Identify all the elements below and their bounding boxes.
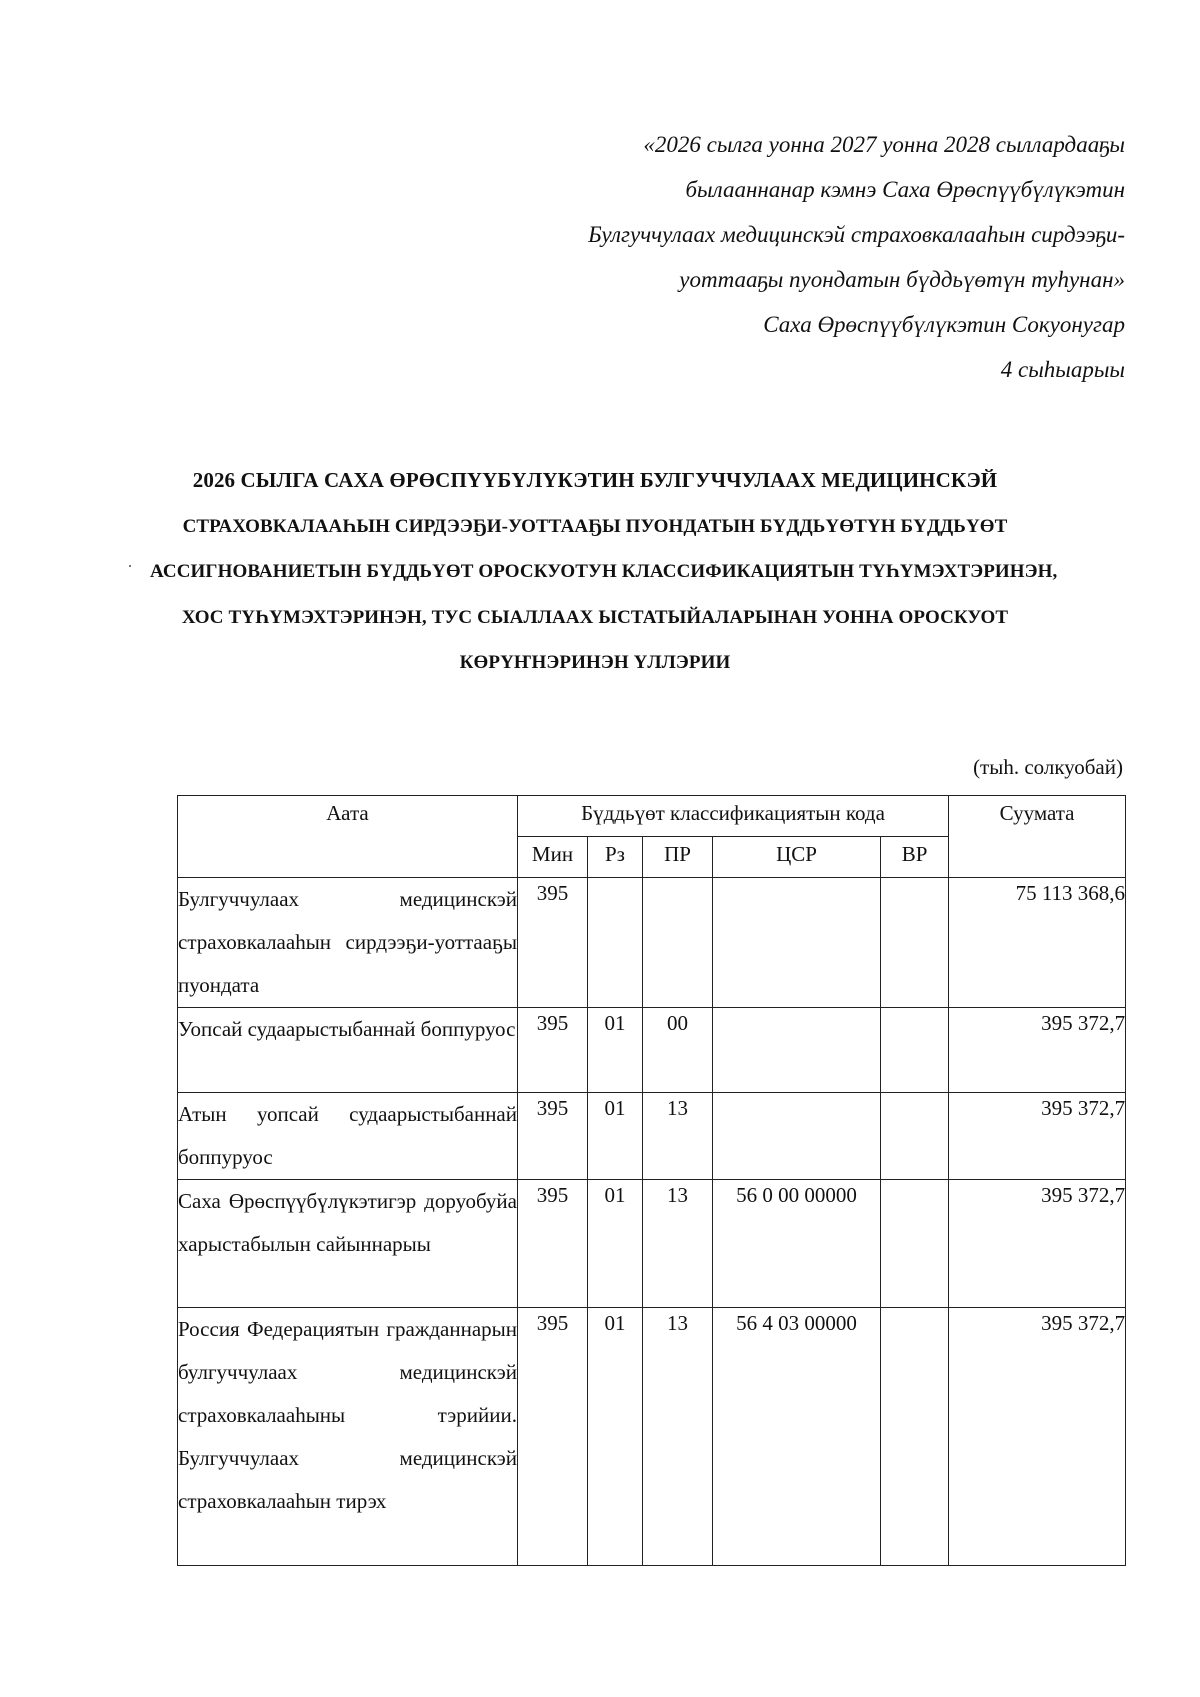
row-min: 395 bbox=[518, 1008, 588, 1093]
scan-speck bbox=[129, 565, 131, 567]
header-min: Мин bbox=[518, 837, 588, 878]
document-title bbox=[150, 458, 1058, 686]
title-line: АССИГНОВАНИЕТЫН БҮДДЬҮӨТ ОРОСКУОТУН КЛАССИФИКАЦИЯТЫН ТҮҺҮМЭХТЭРИНЭН, bbox=[150, 561, 1058, 582]
row-name: Атын уопсай судаарыстыбаннай боппуруос bbox=[178, 1093, 518, 1180]
header-line: былааннанар кэмнэ Саха Өрөспүүбүлүкэтин bbox=[685, 177, 1125, 202]
row-rz: 01 bbox=[588, 1008, 643, 1093]
table-header-row bbox=[178, 796, 1126, 837]
header-line: Булгуччулаах медицинскэй страховкалааһын сирдээҕи- bbox=[588, 222, 1125, 247]
row-csr bbox=[713, 1093, 881, 1180]
row-csr bbox=[713, 1008, 881, 1093]
row-sum: 395 372,7 bbox=[949, 1308, 1126, 1566]
row-sum: 75 113 368,6 bbox=[949, 878, 1126, 1008]
row-rz: 01 bbox=[588, 1308, 643, 1566]
header-line: уоттааҕы пуондатын бүддьүөтүн туһунан» bbox=[679, 267, 1125, 292]
row-rz bbox=[588, 878, 643, 1008]
row-sum: 395 372,7 bbox=[949, 1008, 1126, 1093]
law-reference-header bbox=[525, 122, 1125, 392]
row-vr bbox=[881, 1180, 949, 1308]
table-row bbox=[178, 1180, 1126, 1308]
header-line: «2026 сылга уонна 2027 уонна 2028 сыллардааҕы bbox=[643, 132, 1125, 157]
row-pr bbox=[643, 878, 713, 1008]
header-line: Саха Өрөспүүбүлүкэтин Сокуонугар bbox=[763, 312, 1125, 337]
row-min: 395 bbox=[518, 1308, 588, 1566]
row-name: Саха Өрөспүүбүлүкэтигэр доруобуйа харыстабылын сайыннарыы bbox=[178, 1180, 518, 1308]
table-row bbox=[178, 1308, 1126, 1566]
row-sum: 395 372,7 bbox=[949, 1180, 1126, 1308]
title-line: 2026 СЫЛГА САХА ӨРӨСПҮҮБҮЛҮКЭТИН БУЛГУЧЧУЛААХ МЕДИЦИНСКЭЙ bbox=[192, 468, 998, 492]
header-line: 4 сыһыарыы bbox=[1000, 357, 1125, 382]
row-pr: 13 bbox=[643, 1308, 713, 1566]
table-row bbox=[178, 1093, 1126, 1180]
row-csr: 56 0 00 00000 bbox=[713, 1180, 881, 1308]
row-pr: 00 bbox=[643, 1008, 713, 1093]
row-rz: 01 bbox=[588, 1093, 643, 1180]
row-name: Россия Федерациятын гражданнарын булгуччулаах медицинскэй страховкалааһыны тэрийии. Булгуччулаах медицинскэй страховкалааһын тирэх bbox=[178, 1308, 518, 1566]
header-sum: Суумата bbox=[949, 796, 1126, 878]
row-name: Уопсай судаарыстыбаннай боппуруос bbox=[178, 1008, 518, 1093]
row-name: Булгуччулаах медицинскэй страховкалааһын сирдээҕи-уоттааҕы пуондата bbox=[178, 878, 518, 1008]
title-line: СТРАХОВКАЛААҺЫН СИРДЭЭҔИ-УОТТААҔЫ ПУОНДАТЫН БҮДДЬҮӨТҮН БҮДДЬҮӨТ bbox=[182, 515, 1008, 537]
row-min: 395 bbox=[518, 1093, 588, 1180]
header-vr: ВР bbox=[881, 837, 949, 878]
header-rz: Рз bbox=[588, 837, 643, 878]
budget-table bbox=[177, 795, 1126, 1566]
title-line: КӨРҮҤНЭРИНЭН ҮЛЛЭРИИ bbox=[459, 652, 731, 673]
header-classification: Бүддьүөт классификациятын кода bbox=[518, 796, 949, 837]
header-pr: ПР bbox=[643, 837, 713, 878]
title-line: ХОС ТҮҺҮМЭХТЭРИНЭН, ТУС СЫАЛЛААХ ЫСТАТЫЙАЛАРЫНАН УОННА ОРОСКУОТ bbox=[181, 606, 1009, 628]
row-min: 395 bbox=[518, 1180, 588, 1308]
row-csr bbox=[713, 878, 881, 1008]
unit-note: (тыһ. солкуобай) bbox=[973, 755, 1123, 779]
row-csr: 56 4 03 00000 bbox=[713, 1308, 881, 1566]
row-min: 395 bbox=[518, 878, 588, 1008]
row-sum: 395 372,7 bbox=[949, 1093, 1126, 1180]
row-vr bbox=[881, 878, 949, 1008]
row-pr: 13 bbox=[643, 1180, 713, 1308]
row-rz: 01 bbox=[588, 1180, 643, 1308]
row-vr bbox=[881, 1308, 949, 1566]
header-name: Аата bbox=[178, 796, 518, 878]
row-vr bbox=[881, 1008, 949, 1093]
table-row bbox=[178, 1008, 1126, 1093]
table-row bbox=[178, 878, 1126, 1008]
row-vr bbox=[881, 1093, 949, 1180]
header-csr: ЦСР bbox=[713, 837, 881, 878]
row-pr: 13 bbox=[643, 1093, 713, 1180]
